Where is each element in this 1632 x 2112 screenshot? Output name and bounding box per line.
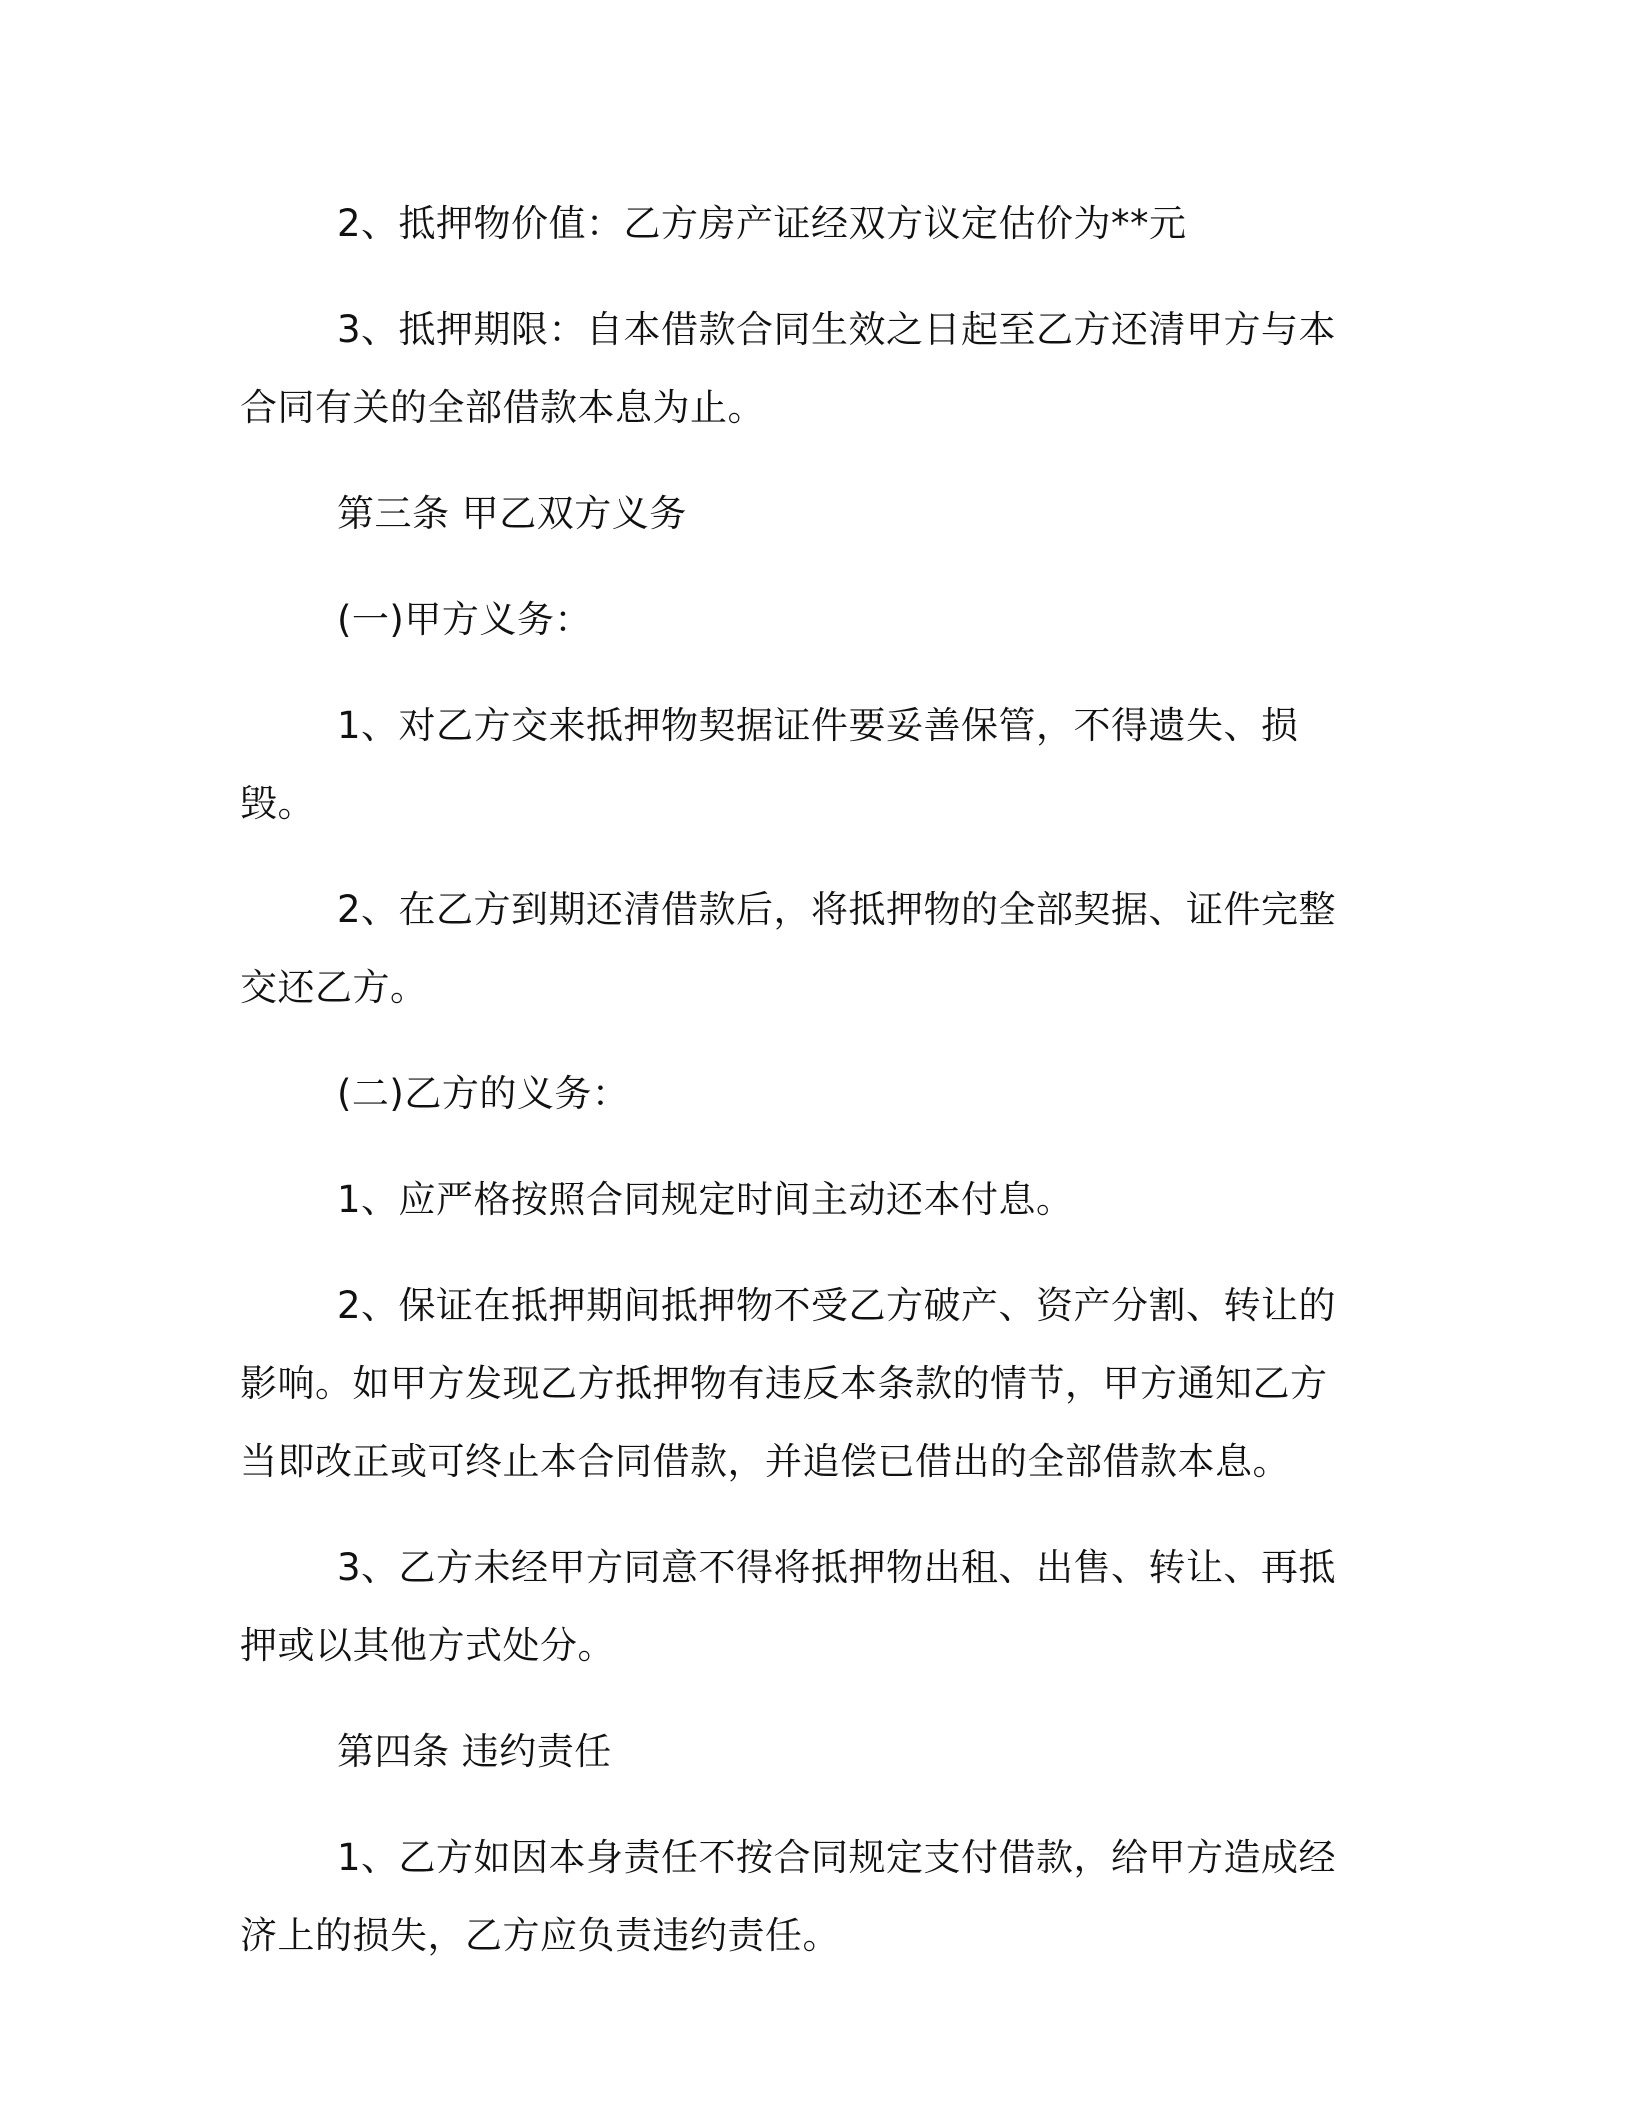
- party-a-obligations-heading: (一)甲方义务：: [337, 598, 592, 641]
- article-3-heading: 第三条 甲乙双方义务: [337, 492, 687, 535]
- party-b-obligation-3: 3、乙方未经甲方同意不得将抵押物出租、出售、转让、再抵押或以其他方式处分。: [240, 1546, 1337, 1667]
- clause-mortgage-value: 2、抵押物价值：乙方房产证经双方议定估价为**元: [337, 202, 1187, 245]
- article-4-heading: 第四条 违约责任: [337, 1730, 612, 1773]
- party-a-obligation-2: 2、在乙方到期还清借款后，将抵押物的全部契据、证件完整交还乙方。: [240, 888, 1337, 1009]
- party-a-obligation-1: 1、对乙方交来抵押物契据证件要妥善保管，不得遗失、损毁。: [240, 704, 1299, 825]
- party-b-obligation-1: 1、应严格按照合同规定时间主动还本付息。: [337, 1178, 1074, 1221]
- clause-mortgage-term: 3、抵押期限：自本借款合同生效之日起至乙方还清甲方与本合同有关的全部借款本息为止。: [240, 308, 1337, 429]
- document-body: [240, 185, 1360, 1975]
- breach-liability-1: 1、乙方如因本身责任不按合同规定支付借款，给甲方造成经济上的损失，乙方应负责违约责任。: [240, 1836, 1337, 1957]
- party-b-obligations-heading: (二)乙方的义务：: [337, 1072, 630, 1115]
- party-b-obligation-2: 2、保证在抵押期间抵押物不受乙方破产、资产分割、转让的影响。如甲方发现乙方抵押物有违反本条款的情节，甲方通知乙方当即改正或可终止本合同借款，并追偿已借出的全部借款本息。: [240, 1284, 1337, 1483]
